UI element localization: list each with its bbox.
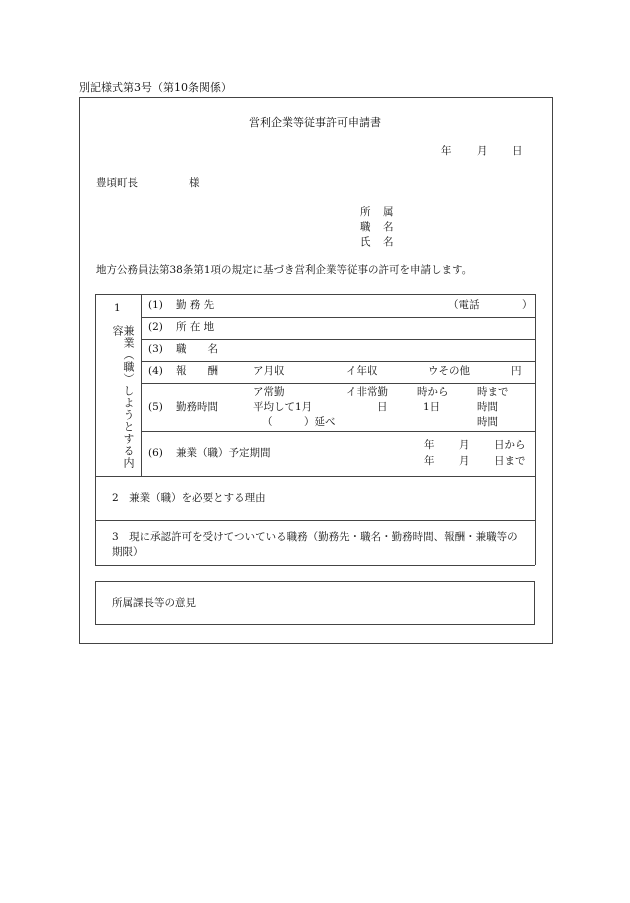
row-separator bbox=[141, 361, 535, 362]
row-separator bbox=[141, 339, 535, 340]
section1-number: 1 bbox=[114, 302, 121, 314]
row4-number: (4) bbox=[148, 365, 163, 377]
row2-label: 所 在 地 bbox=[176, 321, 215, 333]
row5-hours2: 時間 bbox=[477, 416, 498, 428]
row6-day-from: 日から bbox=[494, 439, 526, 451]
row3-number: (3) bbox=[148, 343, 163, 355]
row4-other: ウその他 bbox=[428, 365, 470, 377]
addressee-honorific: 様 bbox=[189, 177, 200, 189]
row2-number: (2) bbox=[148, 321, 163, 333]
row5-day-unit: 日 bbox=[377, 401, 388, 413]
row5-average: 平均して1月 bbox=[253, 401, 313, 413]
section2-label: 2 兼業（職）を必要とする理由 bbox=[112, 492, 266, 504]
section3-bottom-border bbox=[95, 565, 535, 566]
row5-number: (5) bbox=[148, 401, 163, 413]
row5-label: 勤務時間 bbox=[176, 401, 218, 413]
row-separator bbox=[141, 383, 535, 384]
date-year-label: 年 bbox=[441, 145, 452, 157]
row5-hours1: 時間 bbox=[477, 401, 498, 413]
row1-label: 勤 務 先 bbox=[176, 299, 215, 311]
section1-vertical-label: 兼業（職）しようとする内容 bbox=[111, 325, 135, 469]
row6-month-to: 月 bbox=[459, 455, 470, 467]
applicant-affiliation-a: 所 bbox=[360, 206, 371, 218]
row1-phone-close: ） bbox=[522, 299, 533, 311]
date-day-label: 日 bbox=[512, 145, 523, 157]
applicant-name-b: 名 bbox=[383, 236, 394, 248]
table-right-border bbox=[535, 294, 536, 565]
row4-monthly-income: ア月収 bbox=[253, 365, 285, 377]
row6-day-to: 日まで bbox=[494, 455, 526, 467]
row5-to: 時まで bbox=[477, 386, 509, 398]
application-statement: 地方公務員法第38条第1項の規定に基づき営利企業等従事の許可を申請します。 bbox=[96, 264, 473, 276]
row6-year-from: 年 bbox=[424, 439, 435, 451]
row5-from: 時から bbox=[417, 386, 449, 398]
form-number-label: 別記様式第3号（第10条関係） bbox=[79, 81, 232, 94]
applicant-title-b: 名 bbox=[383, 221, 394, 233]
form-title-text: 営利企業等従事許可申請書 bbox=[249, 116, 381, 129]
applicant-name-a: 氏 bbox=[360, 236, 371, 248]
row4-yen: 円 bbox=[511, 365, 522, 377]
date-month-label: 月 bbox=[477, 145, 488, 157]
section2-bottom-border bbox=[95, 520, 535, 521]
row-separator bbox=[141, 317, 535, 318]
row5-one-day: 1日 bbox=[423, 401, 441, 413]
row5-paren-total: （ ）延べ bbox=[262, 416, 336, 428]
section3-label: 3 現に承認許可を受けてついている職務（勤務先・職名・勤務時間、報酬・兼職等の期限） bbox=[112, 531, 518, 558]
row3-label: 職 名 bbox=[176, 343, 218, 355]
row1-number: (1) bbox=[148, 299, 163, 311]
row1-phone-label: （電話 bbox=[448, 299, 480, 311]
addressee-name: 豊頃町長 bbox=[96, 177, 138, 189]
form-title bbox=[0, 117, 630, 128]
row6-year-to: 年 bbox=[424, 455, 435, 467]
applicant-title-a: 職 bbox=[360, 221, 371, 233]
table-top-border bbox=[95, 294, 535, 295]
row4-annual-income: イ年収 bbox=[346, 365, 378, 377]
opinion-label: 所属課長等の意見 bbox=[112, 597, 196, 609]
row5-nonregular: イ非常勤 bbox=[346, 386, 388, 398]
table-inner-divider bbox=[141, 294, 142, 476]
table-left-border bbox=[95, 294, 96, 476]
row-separator bbox=[141, 431, 535, 432]
row6-label: 兼業（職）予定期間 bbox=[176, 447, 271, 459]
applicant-affiliation-b: 属 bbox=[383, 206, 394, 218]
row6-number: (6) bbox=[148, 447, 163, 459]
row6-month-from: 月 bbox=[459, 439, 470, 451]
table-bottom-border bbox=[95, 476, 535, 477]
row4-label: 報 酬 bbox=[176, 365, 218, 377]
row5-regular: ア常勤 bbox=[253, 386, 285, 398]
